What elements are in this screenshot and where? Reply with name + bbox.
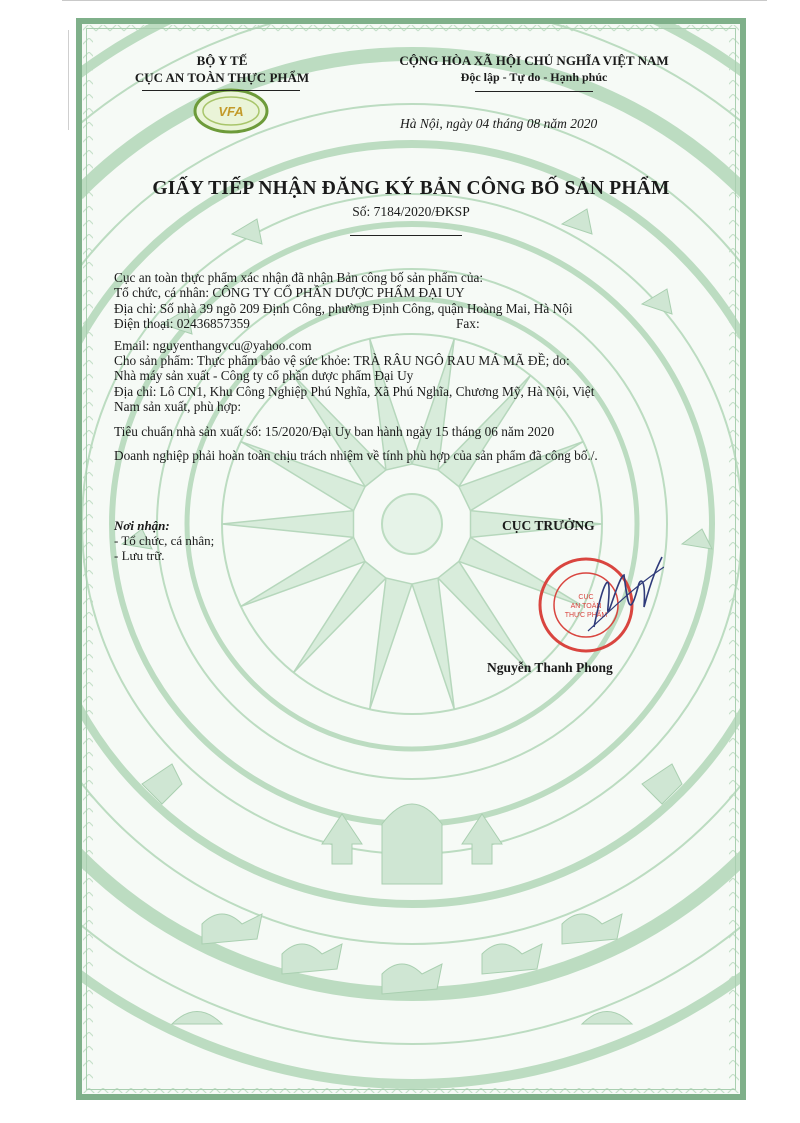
recipients-block	[114, 518, 214, 563]
contact-line	[114, 316, 714, 331]
recipient-item: - Lưu trữ.	[114, 548, 165, 563]
agency-name: CỤC AN TOÀN THỰC PHẨM	[134, 70, 310, 85]
issuer-header	[102, 52, 342, 86]
responsibility-line: Doanh nghiệp phải hoàn toàn chịu trách nhiệm về tính phù hợp của sản phẩm đã công bố./.	[114, 448, 598, 464]
certificate-page	[76, 18, 746, 1100]
national-motto: Độc lập - Tự do - Hạnh phúc	[460, 70, 608, 84]
factory-address-line: Địa chỉ: Lô CN1, Khu Công Nghiệp Phú Nghĩa, Xã Phú Nghĩa, Chương Mỹ, Hà Nội, Việt	[114, 383, 595, 399]
recipients-heading: Nơi nhận:	[114, 518, 170, 533]
phone-text: Điện thoại: 02436857359	[114, 316, 250, 332]
svg-text:AN TOÀN: AN TOÀN	[570, 603, 602, 610]
svg-text:THỰC PHẨM: THỰC PHẨM	[564, 612, 608, 619]
svg-text:VFA: VFA	[218, 104, 244, 119]
standard-line: Tiêu chuẩn nhà sản xuất số: 15/2020/Đại Uy ban hành ngày 15 tháng 06 năm 2020	[114, 423, 555, 439]
top-divider	[62, 0, 767, 1]
official-stamp	[534, 547, 664, 665]
certificate-body	[114, 270, 714, 463]
svg-text:CỤC: CỤC	[578, 594, 594, 601]
republic-name: CỘNG HÒA XÃ HỘI CHỦ NGHĨA VIỆT NAM	[399, 53, 669, 68]
email-line: Email: nguyenthangvcu@yahoo.com	[114, 337, 312, 353]
organization-line: Tổ chức, cá nhân: CÔNG TY CỔ PHẦN DƯỢC PHẨM ĐẠI UY	[114, 285, 465, 301]
document-number: Số: 7184/2020/ĐKSP	[352, 204, 470, 219]
confirmation-line: Cục an toàn thực phẩm xác nhận đã nhận Bản công bố sản phẩm của:	[114, 270, 484, 285]
vfa-logo	[190, 86, 272, 136]
address-line: Địa chỉ: Số nhà 39 ngõ 209 Định Công, phường Định Công, quận Hoàng Mai, Hà Nội	[114, 300, 573, 316]
number-underline	[350, 235, 462, 236]
side-divider	[68, 30, 69, 130]
factory-address-cont: Nam sản xuất, phù hợp:	[114, 399, 242, 415]
motto-underline	[475, 91, 593, 92]
ministry-name: BỘ Y TẾ	[196, 53, 248, 68]
certificate-content	[82, 24, 740, 1094]
fax-text: Fax:	[456, 316, 480, 332]
signer-title: CỤC TRƯỞNG	[502, 518, 595, 533]
issue-date: Hà Nội, ngày 04 tháng 08 năm 2020	[400, 116, 598, 131]
issuer-underline	[142, 90, 300, 91]
national-header	[344, 52, 724, 86]
recipient-item: - Tổ chức, cá nhân;	[114, 533, 215, 548]
product-line: Cho sản phẩm: Thực phẩm bảo vệ sức khỏe: TRÀ RÂU NGÔ RAU MÁ MÃ ĐỀ; do:	[114, 353, 570, 369]
document-title: GIẤY TIẾP NHẬN ĐĂNG KÝ BẢN CÔNG BỐ SẢN PHẨM	[152, 178, 670, 199]
manufacturer-line: Nhà máy sản xuất - Công ty cổ phần dược phẩm Đại Uy	[114, 368, 414, 384]
signer-name: Nguyễn Thanh Phong	[487, 660, 613, 675]
